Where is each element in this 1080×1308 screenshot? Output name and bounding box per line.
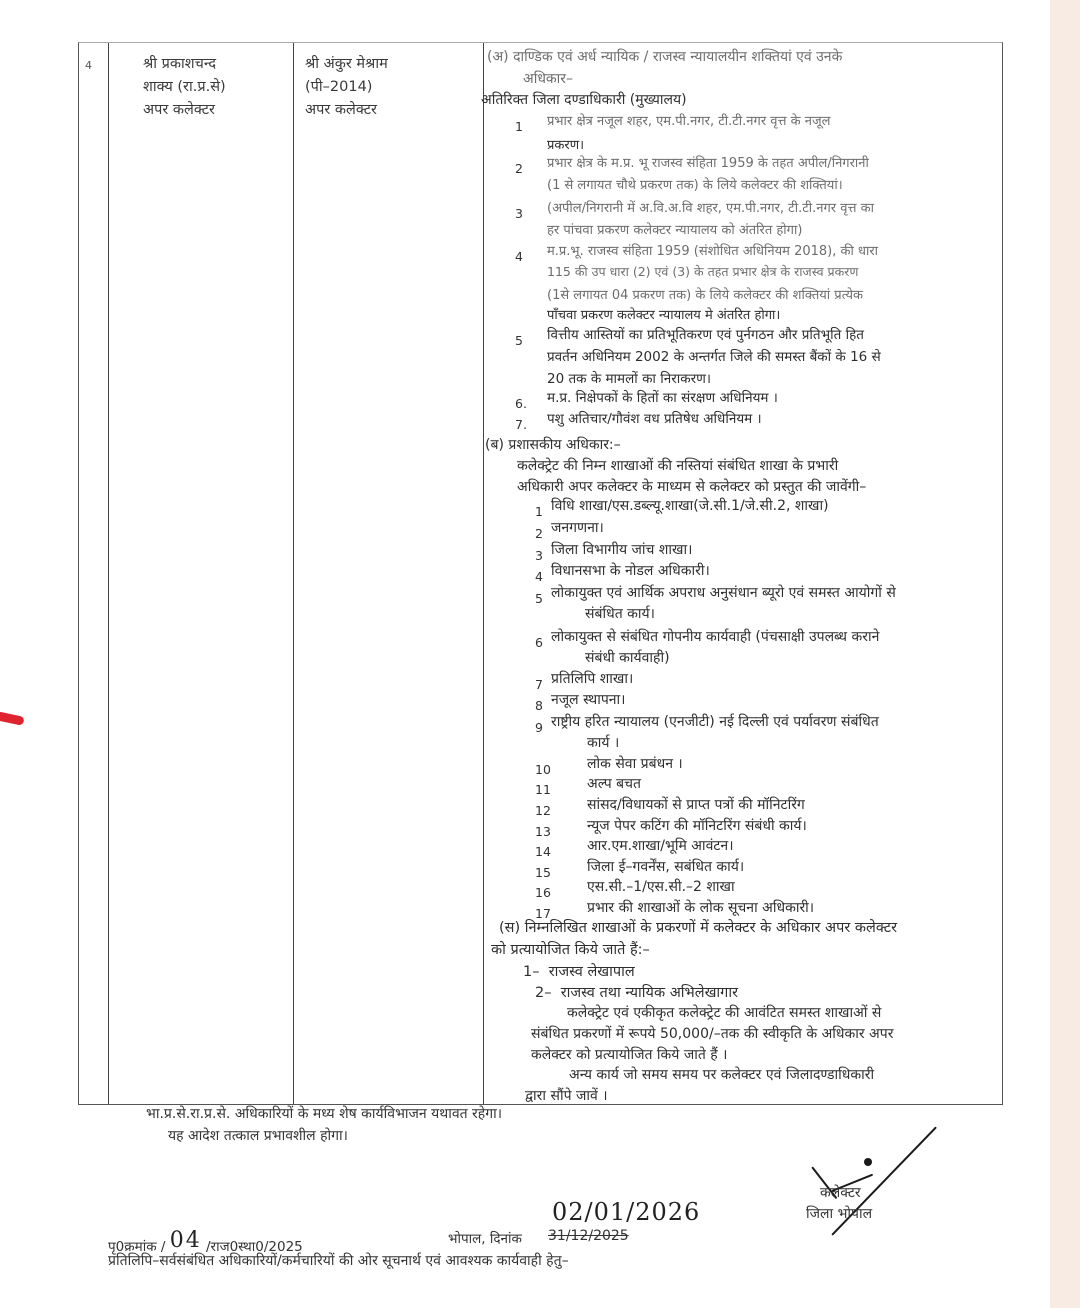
officer-current-designation: अपर कलेक्टर	[143, 102, 215, 118]
section-c-para-line: अन्य कार्य जो समय समय पर कलेक्टर एवं जिलादण्डाधिकारी	[569, 1067, 875, 1083]
section-b-item-line: विधि शाखा/एस.डब्ल्यू.शाखा(जे.सी.1/जे.सी.2, शाखा)	[551, 498, 829, 514]
section-b-item-line: आर.एम.शाखा/भूमि आवंटन।	[587, 838, 734, 854]
section-b-item-line: राष्ट्रीय हरित न्यायालय (एनजीटी) नई दिल्ली एवं पर्यावरण संबंधित	[551, 714, 879, 730]
item-number: 9	[535, 720, 543, 735]
memo-prefix: पृ0क्रमांक /	[108, 1239, 166, 1255]
item-number: 2	[515, 161, 523, 176]
item-number: 1	[515, 119, 523, 134]
item-number: 4	[535, 569, 543, 584]
section-a-item-5-line: प्रवर्तन अधिनियम 2002 के अन्तर्गत जिले की समस्त बैंकों के 16 से	[547, 349, 881, 365]
item-number: 16	[535, 885, 551, 900]
section-b-item-line: लोकायुक्त एवं आर्थिक अपराध अनुसंधान ब्यूरो एवं समस्त आयोगों से	[551, 585, 896, 601]
section-a-item-5-line: वित्तीय आस्तियों का प्रतिभूतिकरण एवं पुर्नगठन और प्रतिभूति हित	[547, 327, 864, 343]
officer-current-name: श्री प्रकाशचन्द	[143, 56, 217, 72]
section-b-item-line: एस.सी.–1/एस.सी.–2 शाखा	[587, 879, 735, 895]
signatory-district: जिला भोपाल	[806, 1206, 873, 1222]
section-b-item-line: विधानसभा के नोडल अधिकारी।	[551, 563, 710, 579]
section-a-item-4-line: 115 की उप धारा (2) एवं (3) के तहत प्रभार क्षेत्र के राजस्व प्रकरण	[547, 264, 859, 279]
section-b-item-line: प्रतिलिपि शाखा।	[551, 671, 634, 687]
section-c-item	[535, 982, 738, 1002]
section-b-item-line: नजूल स्थापना।	[551, 692, 626, 708]
item-number: 17	[535, 906, 551, 921]
item-number: 15	[535, 865, 551, 880]
item-number: 7.	[515, 417, 527, 432]
item-number: 5	[535, 591, 543, 606]
item-number: 8	[535, 698, 543, 713]
serial-number: 4	[85, 59, 92, 72]
section-b-item-line: जिला विभागीय जांच शाखा।	[551, 542, 693, 558]
signature-dot	[864, 1158, 872, 1166]
section-a-item-2-line: (1 से लगायत चौथे प्रकरण तक) के लिये कलेक्टर की शक्तियां।	[547, 178, 843, 193]
section-a-item-4-line: (1से लगायत 04 प्रकरण तक) के लिये कलेक्टर की शक्तियां प्रत्येक	[547, 288, 863, 303]
section-c-heading: (स) निम्नलिखित शाखाओं के प्रकरणों में कलेक्टर के अधिकार अपर कलेक्टर	[499, 920, 897, 936]
place-date-label: भोपाल, दिनांक	[448, 1231, 522, 1247]
column-divider	[483, 43, 484, 1104]
item-number: 11	[535, 782, 551, 797]
section-c-para-line: द्वारा सौंपे जावें ।	[525, 1088, 608, 1104]
column-divider	[293, 43, 294, 1104]
item-number: 14	[535, 844, 551, 859]
section-a-item-5-line: 20 तक के मामलों का निराकरण।	[547, 371, 711, 387]
item-number: 12	[535, 803, 551, 818]
footer-note-workdivision: भा.प्र.से.रा.प्र.से. अधिकारियों के मध्य शेष कार्यविभाजन यथावत रहेगा।	[146, 1106, 503, 1122]
item-number: 1–	[523, 964, 540, 980]
section-a-heading-cont: अधिकार–	[523, 71, 574, 87]
copy-to-line: प्रतिलिपि–सर्वसंबंधित अधिकारियों/कर्मचारियों की ओर सूचनार्थ एवं आवश्यक कार्यवाही हेतु–	[108, 1253, 569, 1269]
officer-new	[305, 53, 388, 122]
footer-note-effective: यह आदेश तत्काल प्रभावशील होगा।	[168, 1128, 348, 1144]
section-a-heading: (अ) दाण्डिक एवं अर्ध न्यायिक / राजस्व न्यायालयीन शक्तियां एवं उनके	[487, 49, 843, 65]
memo-suffix: /राज0स्था0/2025	[206, 1239, 303, 1255]
section-b-item-line: न्यूज पेपर कटिंग की मॉनिटरिंग संबंधी कार्य।	[587, 818, 807, 834]
section-c-item	[523, 961, 635, 981]
section-b-intro-line: अधिकारी अपर कलेक्टर के माध्यम से कलेक्टर को प्रस्तुत की जावेंगी–	[517, 479, 867, 495]
section-a-item-3-line: (अपील/निगरानी में अ.वि.अ.वि शहर, एम.पी.नगर, टी.टी.नगर वृत्त का	[547, 201, 874, 216]
section-a-item-4-line: पाँचवा प्रकरण कलेक्टर न्यायालय मे अंतरित होगा।	[547, 308, 781, 323]
section-b-item-line: प्रभार की शाखाओं के लोक सूचना अधिकारी।	[587, 900, 815, 916]
section-a-item-7-line: पशु अतिचार/गौवंश वध प्रतिषेध अधिनियम ।	[547, 411, 762, 427]
item-number: 2–	[535, 985, 552, 1001]
section-c-para-line: कलेक्ट्रेट एवं एकीकृत कलेक्ट्रेट की आवंटित समस्त शाखाओं से	[567, 1005, 882, 1021]
section-b-item-line: संबंधित कार्य।	[585, 606, 655, 622]
section-b-item-line: लोकायुक्त से संबंधित गोपनीय कार्यवाही (पंचसाक्षी उपलब्ध कराने	[551, 629, 880, 645]
section-b-item-line: अल्प बचत	[587, 776, 641, 792]
signatory-title: कलेक्टर	[820, 1185, 861, 1201]
item-text: राजस्व तथा न्यायिक अभिलेखागार	[560, 985, 739, 1001]
section-b-heading: (ब) प्रशासकीय अधिकार:–	[485, 437, 621, 453]
item-number: 13	[535, 824, 551, 839]
section-b-item-line: सांसद/विधायकों से प्राप्त पत्रों की मॉनिटरिंग	[587, 797, 805, 813]
section-b-item-line: लोक सेवा प्रबंधन ।	[587, 756, 683, 772]
officer-new-batch: (पी–2014)	[305, 79, 373, 95]
section-c-para-line: संबंधित प्रकरणों में रूपये 50,000/–तक की स्वीकृति के अधिकार अपर	[531, 1026, 894, 1042]
item-number: 1	[535, 504, 543, 519]
section-a-item-1-line: प्रभार क्षेत्र नजूल शहर, एम.पी.नगर, टी.टी.नगर वृत्त के नजूल	[547, 114, 831, 129]
section-c-para-line: कलेक्टर को प्रत्यायोजित किये जाते हैं ।	[531, 1047, 728, 1063]
section-b-item-line: कार्य ।	[587, 735, 620, 751]
item-number: 6	[535, 635, 543, 650]
officer-current-service: शाक्य (रा.प्र.से)	[143, 79, 226, 95]
officer-new-name: श्री अंकुर मेश्राम	[305, 56, 388, 72]
section-a-item-6-line: म.प्र. निक्षेपकों के हितों का संरक्षण अधिनियम ।	[547, 390, 778, 406]
section-a-item-4-line: म.प्र.भू. राजस्व संहिता 1959 (संशोधित अधिनियम 2018), की धारा	[547, 244, 879, 259]
item-number: 6.	[515, 396, 527, 411]
section-a-item-1-line: प्रकरण।	[547, 138, 585, 153]
section-c-heading-cont: को प्रत्यायोजित किये जाते हैं:–	[491, 942, 650, 958]
photo-edge-strip	[1050, 0, 1080, 1308]
red-ink-mark	[0, 711, 25, 726]
column-divider	[108, 43, 109, 1104]
pen-stroke-mark	[0, 0, 33, 21]
item-number: 2	[535, 526, 543, 541]
item-number: 3	[535, 548, 543, 563]
order-table	[78, 42, 1003, 1105]
date-handwritten: 02/01/2026	[552, 1198, 701, 1226]
section-b-item-line: जनगणना।	[551, 520, 604, 536]
item-number: 7	[535, 677, 543, 692]
item-number: 3	[515, 206, 523, 221]
memo-number-handwritten: 04	[169, 1228, 202, 1253]
item-number: 10	[535, 762, 551, 777]
item-text: राजस्व लेखापाल	[548, 964, 635, 980]
item-number: 5	[515, 333, 523, 348]
date-struck: 31/12/2025	[548, 1228, 629, 1244]
item-number: 4	[515, 249, 523, 264]
section-b-item-line: जिला ई–गवर्नेंस, सबंधित कार्य।	[587, 859, 745, 875]
section-a-item-3-line: हर पांचवा प्रकरण कलेक्टर न्यायालय को अंतरित होगा)	[547, 223, 803, 238]
officer-current	[143, 53, 226, 122]
section-b-intro-line: कलेक्ट्रेट की निम्न शाखाओं की नस्तियां संबंधित शाखा के प्रभारी	[517, 458, 839, 474]
section-a-item-2-line: प्रभार क्षेत्र के म.प्र. भू राजस्व संहिता 1959 के तहत अपील/निगरानी	[547, 156, 869, 171]
officer-new-designation: अपर कलेक्टर	[305, 102, 377, 118]
section-b-item-line: संबंधी कार्यवाही)	[585, 650, 670, 666]
section-a-subheading: अतिरिक्त जिला दण्डाधिकारी (मुख्यालय)	[481, 92, 687, 108]
